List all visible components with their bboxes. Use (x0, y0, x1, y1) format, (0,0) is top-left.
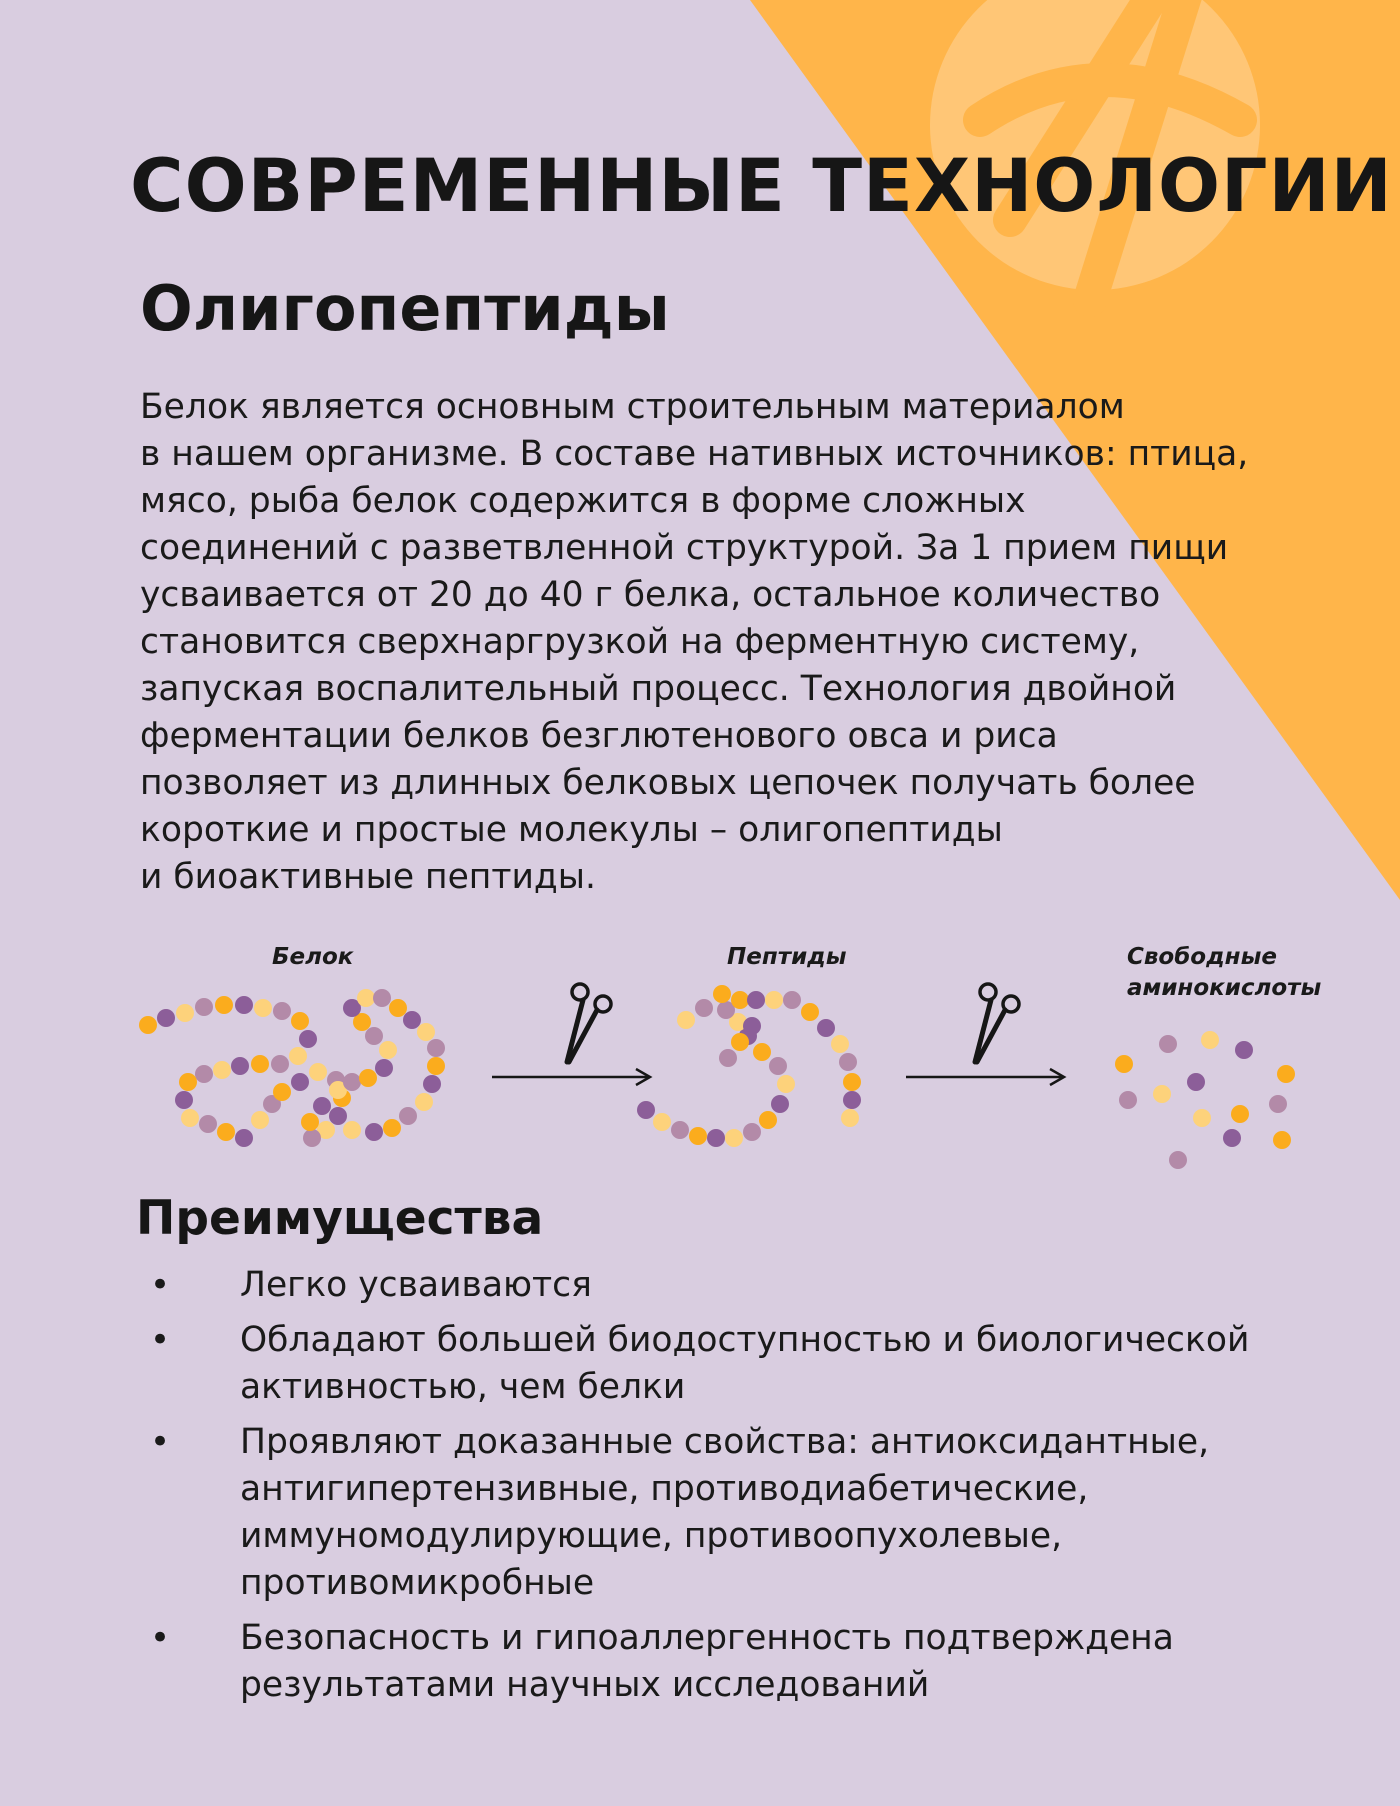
bead (1269, 1095, 1287, 1113)
bead (375, 1059, 393, 1077)
list-item-text: Легко усваиваются (240, 1265, 592, 1305)
bullet: • (150, 1422, 171, 1462)
bead (653, 1113, 671, 1131)
bead (771, 1095, 789, 1113)
bead (1201, 1031, 1219, 1049)
list-item (140, 1615, 1340, 1709)
bead (291, 1012, 309, 1030)
bead (383, 1119, 401, 1137)
bead (731, 1033, 749, 1051)
bead (759, 1111, 777, 1129)
bead (139, 1016, 157, 1034)
bead (1119, 1091, 1137, 1109)
bead (301, 1113, 319, 1131)
bead (1223, 1129, 1241, 1147)
advantages-list (140, 1262, 1340, 1717)
list-item (140, 1317, 1340, 1411)
bead (403, 1011, 421, 1029)
bead (181, 1109, 199, 1127)
bead (707, 1129, 725, 1147)
bead (839, 1053, 857, 1071)
bead (769, 1057, 787, 1075)
list-item-text: Обладают большей биодоступностью и биологической активностью, чем белки (240, 1320, 1250, 1407)
bead (753, 1043, 771, 1061)
bead (251, 1055, 269, 1073)
free-amino-acids (1115, 1031, 1295, 1169)
bead (373, 989, 391, 1007)
bead (637, 1101, 655, 1119)
bead (213, 1061, 231, 1079)
bead (343, 1073, 361, 1091)
bead (309, 1063, 327, 1081)
bead (841, 1109, 859, 1127)
bead (199, 1115, 217, 1133)
bead (271, 1055, 289, 1073)
protein-breakdown-diagram (0, 960, 1400, 1190)
bead (231, 1057, 249, 1075)
bead (359, 1069, 377, 1087)
bullet: • (150, 1618, 171, 1658)
bead (1159, 1035, 1177, 1053)
arrow-right-icon (492, 1069, 650, 1085)
list-item (140, 1419, 1340, 1607)
bead (343, 1121, 361, 1139)
bead (1115, 1055, 1133, 1073)
bead (195, 1065, 213, 1083)
bead (251, 1111, 269, 1129)
section-title: СОВРЕМЕННЫЕ ТЕХНОЛОГИИ (130, 144, 1393, 229)
bead (217, 1123, 235, 1141)
bead (415, 1093, 433, 1111)
bead (1187, 1073, 1205, 1091)
bead (379, 1041, 397, 1059)
bead (427, 1039, 445, 1057)
label-protein: Белок (272, 944, 354, 970)
bead (801, 1003, 819, 1021)
bead (1153, 1085, 1171, 1103)
bead (671, 1121, 689, 1139)
intro-paragraph: Белок является основным строительным материалом в нашем организме. В составе нативных источников: птица, мясо, рыба белок содержится в форме сложных соединений с разветвленной структурой. За 1 прием пищи усваивается от 20 до 40 г белка, остальное количество становится сверхнаргрузкой на ферментную систему, запуская воспалительный процесс. Технология двойной ферментации белков безглютенового овса и риса позволяет из длинных белковых цепочек получать более короткие и простые молекулы – олигопептиды и биоактивные пептиды. (140, 387, 1249, 897)
bead (843, 1091, 861, 1109)
scissors-icon (567, 984, 611, 1062)
bead (235, 996, 253, 1014)
bead (817, 1019, 835, 1037)
bead (719, 1049, 737, 1067)
bead (357, 989, 375, 1007)
bead (365, 1123, 383, 1141)
bead (1273, 1131, 1291, 1149)
bead (389, 999, 407, 1017)
bead (677, 1011, 695, 1029)
bead (313, 1097, 331, 1115)
bead (329, 1107, 347, 1125)
bead (399, 1107, 417, 1125)
bead (365, 1027, 383, 1045)
bead (777, 1075, 795, 1093)
bead (1235, 1041, 1253, 1059)
bead (783, 991, 801, 1009)
list-item-text: Проявляют доказанные свойства: антиоксидантные, антигипертензивные, противодиабетические, иммуномодулирующие, противоопухолевые, противомикробные (240, 1422, 1210, 1603)
bead (179, 1073, 197, 1091)
bead (731, 991, 749, 1009)
bead (215, 996, 233, 1014)
bead (157, 1009, 175, 1027)
bead (1231, 1105, 1249, 1123)
bead (417, 1023, 435, 1041)
bead (1169, 1151, 1187, 1169)
page-title: Олигопептиды (140, 272, 670, 345)
bead (831, 1035, 849, 1053)
bead (195, 998, 213, 1016)
bead (273, 1002, 291, 1020)
advantages-title: Преимущества (136, 1191, 544, 1246)
bead (1193, 1109, 1211, 1127)
bead (427, 1057, 445, 1075)
bead (254, 999, 272, 1017)
bead (1277, 1065, 1295, 1083)
bead (725, 1129, 743, 1147)
bead (713, 985, 731, 1003)
peptide-chains (637, 985, 861, 1147)
bead (695, 999, 713, 1017)
list-item (140, 1262, 1340, 1309)
bead (743, 1123, 761, 1141)
bead (289, 1047, 307, 1065)
bead (299, 1030, 317, 1048)
bead (291, 1073, 309, 1091)
bead (743, 1017, 761, 1035)
bead (843, 1073, 861, 1091)
bead (303, 1129, 321, 1147)
bead (765, 991, 783, 1009)
protein-chain (139, 989, 445, 1147)
bead (235, 1129, 253, 1147)
bead (423, 1075, 441, 1093)
bead (747, 991, 765, 1009)
scissors-icon (975, 984, 1019, 1062)
label-peptides: Пептиды (727, 944, 847, 970)
bead (273, 1083, 291, 1101)
bead (175, 1091, 193, 1109)
list-item-text: Безопасность и гипоаллергенность подтверждена результатами научных исследований (240, 1618, 1174, 1705)
bullet: • (150, 1320, 171, 1360)
arrow-right-icon (906, 1069, 1064, 1085)
bullet: • (150, 1265, 171, 1305)
bead (689, 1127, 707, 1145)
bead (176, 1004, 194, 1022)
label-amino-acids: Свободные аминокислоты (1127, 944, 1322, 1001)
